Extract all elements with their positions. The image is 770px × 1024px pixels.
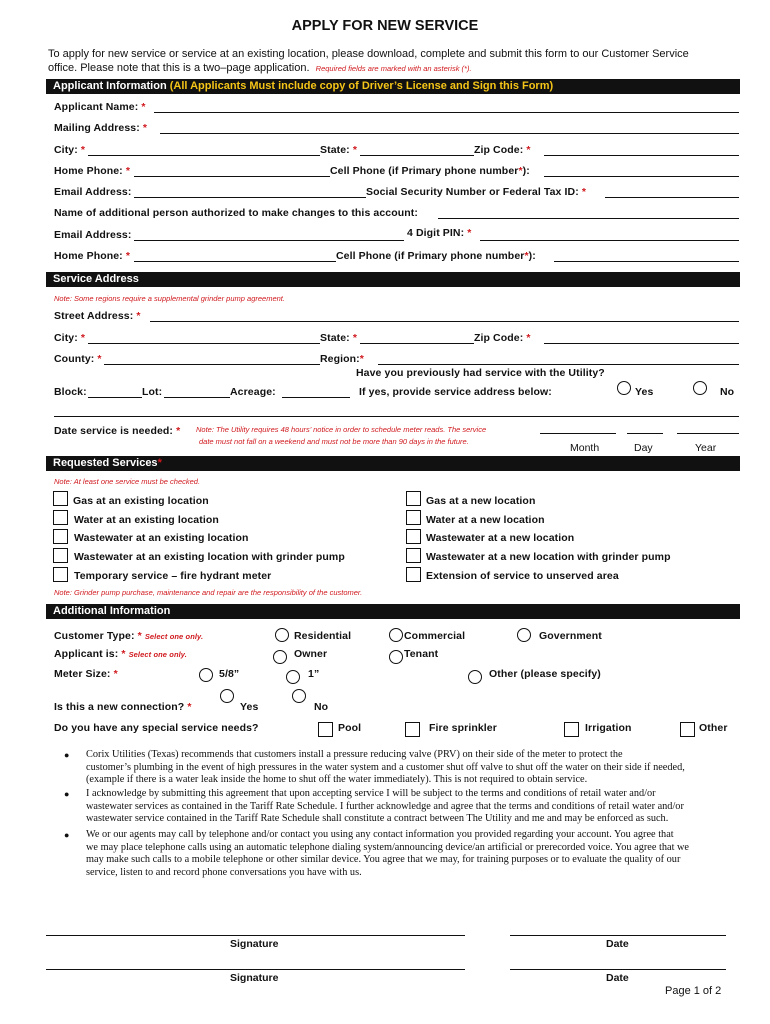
fire-sprinkler-label: Fire sprinkler xyxy=(429,722,497,734)
cell-phone2-field[interactable] xyxy=(554,261,739,262)
previous-no-radio[interactable] xyxy=(693,381,707,395)
service-city-label: City: * xyxy=(54,332,86,344)
cell-phone-label: Cell Phone (if Primary phone number*): xyxy=(330,165,530,177)
date-note-2: date must not fall on a weekend and must not be more than 90 days in the future. xyxy=(199,437,469,446)
cell-phone2-label: Cell Phone (if Primary phone number*): xyxy=(336,250,536,262)
residential-label: Residential xyxy=(294,630,352,642)
city-label: City: * xyxy=(54,144,86,156)
date-1-caption: Date xyxy=(606,938,629,950)
new-connection-no-label: No xyxy=(314,701,329,713)
year-caption: Year xyxy=(695,442,717,454)
date-1-field[interactable] xyxy=(510,935,726,936)
page-number: Page 1 of 2 xyxy=(665,985,722,997)
email-label: Email Address: xyxy=(54,186,132,198)
required-note: Required fields are marked with an asterisk (*). xyxy=(315,64,472,73)
ssn-field[interactable] xyxy=(605,197,739,198)
service-checkbox-wastewater-existing[interactable] xyxy=(53,529,68,544)
ssn-label: Social Security Number or Federal Tax ID: * xyxy=(366,186,587,198)
service-checkbox-extension[interactable] xyxy=(406,567,421,582)
service-label-water-existing: Water at an existing location xyxy=(74,514,219,526)
meter-1-radio[interactable] xyxy=(286,670,300,684)
commercial-radio[interactable] xyxy=(389,628,403,642)
previous-service-question: Have you previously had service with the Utility? xyxy=(356,367,605,379)
previous-no-label: No xyxy=(720,386,735,398)
fire-sprinkler-checkbox[interactable] xyxy=(405,722,420,737)
pool-label: Pool xyxy=(338,722,362,734)
service-zip-field[interactable] xyxy=(544,343,739,344)
bullet-dot-1: ● xyxy=(64,750,70,760)
meter-size-label: Meter Size: * xyxy=(54,668,118,680)
new-connection-yes-radio[interactable] xyxy=(220,689,234,703)
owner-label: Owner xyxy=(294,648,328,660)
applicant-section-header xyxy=(46,79,740,94)
zip-field[interactable] xyxy=(544,155,739,156)
region-label: Region:* xyxy=(320,353,364,365)
cell-phone-field[interactable] xyxy=(544,176,739,177)
service-state-label: State: * xyxy=(320,332,357,344)
bullet-acknowledge: I acknowledge by submitting this agreement that upon accepting service I will be subject to the terms and conditions of retail water and/or wastewater services as contained in the Tariff Rate Schedule. I further acknowledge and agree that the terms and conditions of retail water and/or wastewater service contained in the Tariff Rate Schedule shall constitute a contract between The Utility and me and may be enforced as such. xyxy=(86,788,684,824)
additional-info-header xyxy=(46,604,740,619)
service-label-water-new: Water at a new location xyxy=(426,514,545,526)
signature-2-field[interactable] xyxy=(46,969,465,970)
day-field[interactable] xyxy=(627,433,663,434)
region-field[interactable] xyxy=(378,364,739,365)
signature-1-field[interactable] xyxy=(46,935,465,936)
previous-yes-label: Yes xyxy=(635,386,654,398)
service-label-wastewater-existing: Wastewater at an existing location xyxy=(74,532,249,544)
meter-1-label: 1” xyxy=(308,668,320,680)
service-label-gas-existing: Gas at an existing location xyxy=(73,495,209,507)
lot-label: Lot: xyxy=(142,386,163,398)
mailing-address-label: Mailing Address: * xyxy=(54,122,148,134)
year-field[interactable] xyxy=(677,433,739,434)
additional-person-label: Name of additional person authorized to make changes to this account: xyxy=(54,207,418,219)
date-2-caption: Date xyxy=(606,972,629,984)
previous-yes-radio[interactable] xyxy=(617,381,631,395)
service-city-field[interactable] xyxy=(88,343,320,344)
requested-header-label: Requested Services xyxy=(53,457,158,469)
tenant-label: Tenant xyxy=(404,648,439,660)
acreage-label: Acreage: xyxy=(230,386,276,398)
service-label-grinder-existing: Wastewater at an existing location with grinder pump xyxy=(74,551,345,563)
applicant-header-label: Applicant Information xyxy=(53,80,167,92)
bullet-dot-2: ● xyxy=(64,789,70,799)
bullet-telephone: We or our agents may call by telephone and/or contact you using any contact information you provided regarding your account. You agree that we may place telephone calls using an automatic telephone dialing system/announcing device/an artificial or prerecorded voice. You agree that we may make such calls to a mobile telephone or other similar device. You agree that we may, for training purposes or to evaluate the quality of our service, listen to and record phone conversations you have with us. xyxy=(86,829,690,878)
additional-header-label: Additional Information xyxy=(53,605,171,617)
service-checkbox-grinder-new[interactable] xyxy=(406,548,421,563)
intro-line-1: To apply for new service or service at an existing location, please download, complete and submit this form to our Customer Service xyxy=(48,48,689,60)
bullet-dot-3: ● xyxy=(64,830,70,840)
meter-other-radio[interactable] xyxy=(468,670,482,684)
pin-field[interactable] xyxy=(480,240,739,241)
requested-note: Note: At least one service must be checked. xyxy=(54,477,201,486)
service-zip-label: Zip Code: * xyxy=(474,332,531,344)
intro-line-2: office. Please note that this is a two–page application. xyxy=(48,62,310,74)
home-phone-label: Home Phone: * xyxy=(54,165,130,177)
applicant-name-field[interactable] xyxy=(154,112,739,113)
commercial-label: Commercial xyxy=(404,630,466,642)
email-field[interactable] xyxy=(134,197,366,198)
block-field[interactable] xyxy=(88,397,142,398)
intro-text xyxy=(48,47,738,76)
irrigation-checkbox[interactable] xyxy=(564,722,579,737)
irrigation-label: Irrigation xyxy=(585,722,632,734)
service-checkbox-water-existing[interactable] xyxy=(53,510,68,525)
email2-field[interactable] xyxy=(134,240,404,241)
county-label: County: * xyxy=(54,353,102,365)
meter-58-radio[interactable] xyxy=(199,668,213,682)
grinder-region-note: Note: Some regions require a supplemental grinder pump agreement. xyxy=(54,294,285,303)
date-needed-label: Date service is needed: * xyxy=(54,425,181,437)
meter-58-label: 5/8” xyxy=(219,668,240,680)
requested-services-header: Requested Services* xyxy=(46,456,740,471)
government-label: Government xyxy=(539,630,602,642)
mailing-address-field[interactable] xyxy=(160,133,739,134)
service-label-temporary: Temporary service – fire hydrant meter xyxy=(74,570,272,582)
service-address-header-label: Service Address xyxy=(53,273,139,285)
service-label-gas-new: Gas at a new location xyxy=(426,495,536,507)
service-label-extension: Extension of service to unserved area xyxy=(426,570,619,582)
day-caption: Day xyxy=(634,442,653,454)
grinder-pump-note: Note: Grinder pump purchase, maintenance and repair are the responsibility of the customer. xyxy=(54,588,363,597)
other-needs-checkbox[interactable] xyxy=(680,722,695,737)
month-caption: Month xyxy=(570,442,600,454)
bullet-prv: Corix Utilities (Texas) recommends that customers install a pressure reducing valve (PRV) on their side of the meter to protect the customer’s plumbing in the event of high pressures in the water system and a customer shut off valve to shut off the water on their side if needed, (example if there is a water leak inside the home to shut off the water immediately). This is not required to obtain service. xyxy=(86,749,685,785)
acreage-field[interactable] xyxy=(282,397,350,398)
customer-type-label: Customer Type: * Select one only. xyxy=(54,630,204,642)
service-label-wastewater-new: Wastewater at a new location xyxy=(426,532,575,544)
applicant-is-label: Applicant is: * Select one only. xyxy=(54,648,187,660)
home-phone-field[interactable] xyxy=(134,176,330,177)
service-checkbox-gas-existing[interactable] xyxy=(53,491,68,506)
owner-radio[interactable] xyxy=(273,650,287,664)
residential-radio[interactable] xyxy=(275,628,289,642)
city-field[interactable] xyxy=(88,155,320,156)
date-2-field[interactable] xyxy=(510,969,726,970)
service-checkbox-grinder-existing[interactable] xyxy=(53,548,68,563)
additional-person-field[interactable] xyxy=(438,218,739,219)
email2-label: Email Address: xyxy=(54,229,132,241)
pin-label: 4 Digit PIN: * xyxy=(407,227,472,239)
state-field[interactable] xyxy=(360,155,474,156)
home-phone2-label: Home Phone: * xyxy=(54,250,130,262)
special-needs-label: Do you have any special service needs? xyxy=(54,722,259,734)
county-field[interactable] xyxy=(104,364,320,365)
service-state-field[interactable] xyxy=(360,343,474,344)
home-phone2-field[interactable] xyxy=(134,261,336,262)
service-checkbox-water-new[interactable] xyxy=(406,510,421,525)
street-address-label: Street Address: * xyxy=(54,310,141,322)
service-label-grinder-new: Wastewater at a new location with grinder pump xyxy=(426,551,671,563)
meter-other-label: Other (please specify) xyxy=(489,668,601,680)
service-checkbox-gas-new[interactable] xyxy=(406,491,421,506)
page-title: APPLY FOR NEW SERVICE xyxy=(291,18,479,34)
lot-field[interactable] xyxy=(164,397,230,398)
signature-2-caption: Signature xyxy=(230,972,279,984)
zip-label: Zip Code: * xyxy=(474,144,531,156)
signature-1-caption: Signature xyxy=(230,938,279,950)
pool-checkbox[interactable] xyxy=(318,722,333,737)
service-checkbox-wastewater-new[interactable] xyxy=(406,529,421,544)
government-radio[interactable] xyxy=(517,628,531,642)
street-address-field[interactable] xyxy=(150,321,739,322)
block-label: Block: xyxy=(54,386,87,398)
applicant-header-note: (All Applicants Must include copy of Driver’s License and Sign this Form) xyxy=(169,80,554,92)
month-field[interactable] xyxy=(540,433,616,434)
state-label: State: * xyxy=(320,144,357,156)
applicant-name-label: Applicant Name: * xyxy=(54,101,146,113)
date-note-1: Note: The Utility requires 48 hours’ notice in order to schedule meter reads. The service xyxy=(196,425,487,434)
service-checkbox-temporary[interactable] xyxy=(53,567,68,582)
previous-address-field[interactable] xyxy=(54,416,739,417)
previous-address-label: If yes, provide service address below: xyxy=(359,386,552,398)
new-connection-label: Is this a new connection? * xyxy=(54,701,192,713)
service-address-header xyxy=(46,272,740,287)
other-needs-label: Other xyxy=(699,722,728,734)
tenant-radio[interactable] xyxy=(389,650,403,664)
new-connection-yes-label: Yes xyxy=(240,701,259,713)
new-connection-no-radio[interactable] xyxy=(292,689,306,703)
